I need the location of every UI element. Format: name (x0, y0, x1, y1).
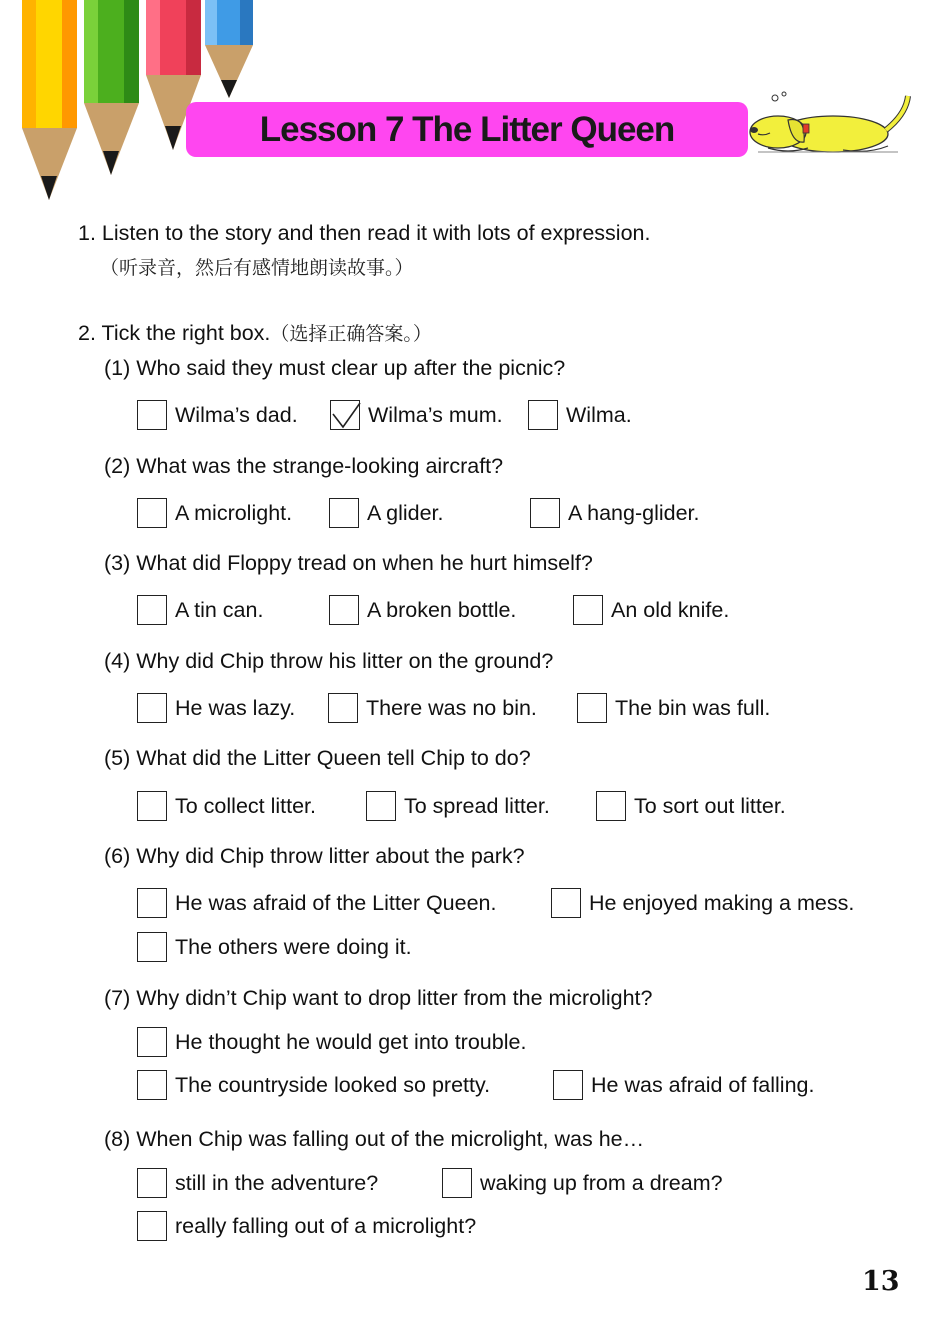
section2-instruction-en: 2. Tick the right box. (78, 321, 271, 345)
question-2: (2) What was the strange-looking aircraft? (104, 454, 504, 478)
checkbox[interactable] (137, 888, 167, 918)
option-q3-b[interactable] (329, 595, 516, 625)
checkbox[interactable] (137, 1211, 167, 1241)
title-banner (186, 102, 748, 157)
option-label: A hang-glider. (568, 500, 700, 525)
option-label: To sort out litter. (634, 793, 786, 818)
question-3: (3) What did Floppy tread on when he hurt himself? (104, 551, 593, 575)
checkbox-checked[interactable] (330, 400, 360, 430)
question-1: (1) Who said they must clear up after the picnic? (104, 356, 566, 380)
option-q7-a[interactable] (137, 1027, 526, 1057)
checkbox[interactable] (137, 1070, 167, 1100)
option-q6-b[interactable] (551, 888, 854, 918)
option-q4-a[interactable] (137, 693, 295, 723)
option-q5-b[interactable] (366, 791, 550, 821)
checkmark-icon (330, 398, 362, 432)
option-q7-c[interactable] (553, 1070, 814, 1100)
option-q5-c[interactable] (596, 791, 786, 821)
option-q6-a[interactable] (137, 888, 496, 918)
option-q5-a[interactable] (137, 791, 316, 821)
option-q1-c[interactable] (528, 400, 632, 430)
option-label: A broken bottle. (367, 597, 517, 622)
option-label: waking up from a dream? (480, 1170, 723, 1195)
option-label: He was afraid of falling. (591, 1072, 815, 1097)
option-label: Wilma’s mum. (368, 402, 503, 427)
option-q7-b[interactable] (137, 1070, 490, 1100)
page-number: 13 (862, 1266, 900, 1297)
checkbox[interactable] (553, 1070, 583, 1100)
option-label: Wilma’s dad. (175, 402, 298, 427)
section1-instruction-zh: （听录音，然后有感情地朗读故事。） (100, 257, 414, 279)
question-5: (5) What did the Litter Queen tell Chip to do? (104, 746, 531, 770)
question-7: (7) Why didn’t Chip want to drop litter from the microlight? (104, 986, 653, 1010)
checkbox[interactable] (329, 595, 359, 625)
checkbox[interactable] (573, 595, 603, 625)
checkbox[interactable] (137, 693, 167, 723)
option-q6-c[interactable] (137, 932, 412, 962)
option-label: He enjoyed making a mess. (589, 890, 855, 915)
checkbox[interactable] (551, 888, 581, 918)
checkbox[interactable] (530, 498, 560, 528)
option-label: To spread litter. (404, 793, 550, 818)
question-4: (4) Why did Chip throw his litter on the ground? (104, 649, 554, 673)
option-q4-c[interactable] (577, 693, 770, 723)
dog-icon (748, 90, 918, 160)
option-label: The countryside looked so pretty. (175, 1072, 491, 1097)
option-label: The others were doing it. (175, 934, 412, 959)
option-label: The bin was full. (615, 695, 771, 720)
option-label: To collect litter. (175, 793, 316, 818)
option-q3-c[interactable] (573, 595, 729, 625)
option-label: He was afraid of the Litter Queen. (175, 890, 497, 915)
option-label: still in the adventure? (175, 1170, 379, 1195)
option-label: A tin can. (175, 597, 264, 622)
page-title: Lesson 7 The Litter Queen (259, 109, 675, 149)
section2-instruction (78, 319, 432, 346)
option-q8-a[interactable] (137, 1168, 378, 1198)
option-label: There was no bin. (366, 695, 537, 720)
section2-instruction-zh: （选择正确答案。） (270, 323, 432, 345)
checkbox[interactable] (328, 693, 358, 723)
option-label: Wilma. (566, 402, 632, 427)
checkbox[interactable] (137, 1027, 167, 1057)
option-q2-c[interactable] (530, 498, 700, 528)
checkbox[interactable] (577, 693, 607, 723)
option-q4-b[interactable] (328, 693, 537, 723)
checkbox[interactable] (137, 932, 167, 962)
checkbox[interactable] (366, 791, 396, 821)
checkbox[interactable] (528, 400, 558, 430)
option-q8-c[interactable] (137, 1211, 476, 1241)
option-q1-a[interactable] (137, 400, 298, 430)
checkbox[interactable] (596, 791, 626, 821)
option-q2-b[interactable] (329, 498, 444, 528)
option-q8-b[interactable] (442, 1168, 723, 1198)
checkbox[interactable] (137, 791, 167, 821)
option-q2-a[interactable] (137, 498, 292, 528)
checkbox[interactable] (137, 1168, 167, 1198)
option-label: really falling out of a microlight? (175, 1213, 477, 1238)
checkbox[interactable] (137, 498, 167, 528)
option-q3-a[interactable] (137, 595, 263, 625)
option-label: He thought he would get into trouble. (175, 1029, 527, 1054)
option-label: A glider. (367, 500, 444, 525)
checkbox[interactable] (137, 595, 167, 625)
option-label: An old knife. (611, 597, 730, 622)
option-q1-b[interactable] (330, 400, 503, 430)
option-label: A microlight. (175, 500, 293, 525)
option-label: He was lazy. (175, 695, 296, 720)
question-6: (6) Why did Chip throw litter about the park? (104, 844, 525, 868)
checkbox[interactable] (137, 400, 167, 430)
checkbox[interactable] (329, 498, 359, 528)
question-8: (8) When Chip was falling out of the microlight, was he… (104, 1127, 645, 1151)
checkbox[interactable] (442, 1168, 472, 1198)
section1-instruction: 1. Listen to the story and then read it with lots of expression. (78, 221, 651, 245)
